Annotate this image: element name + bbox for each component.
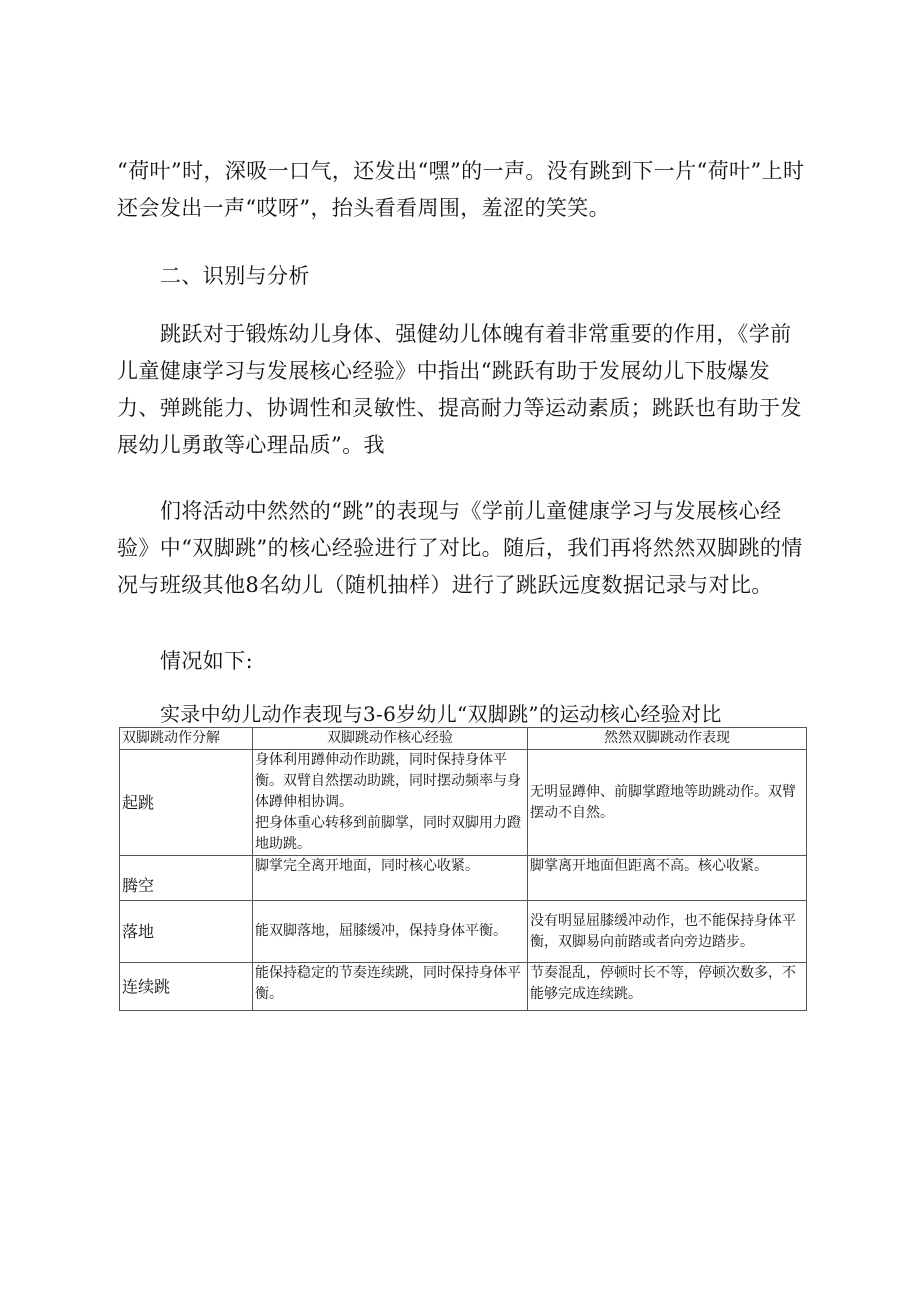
cell-action: 落地 [120, 901, 253, 963]
header-core-experience: 双脚跳动作核心经验 [253, 728, 528, 750]
cell-core-experience: 能双脚落地，屈膝缓冲，保持身体平衡。 [253, 901, 528, 963]
table-caption: 实录中幼儿动作表现与3-6岁幼儿“双脚跳”的运动核心经验对比 [160, 702, 722, 726]
table-row [120, 901, 807, 963]
cell-action: 起跳 [120, 750, 253, 856]
paragraph-observation-end: “荷叶”时，深吸一口气，还发出“嘿”的一声。没有跳到下一片“荷叶”上时还会发出一声“哎呀”，抬头看看周围，羞涩的笑笑。 [117, 159, 805, 220]
cell-action: 连续跳 [120, 963, 253, 1011]
cell-performance: 没有明显屈膝缓冲动作，也不能保持身体平衡，双脚易向前踏或者向旁边踏步。 [528, 901, 807, 963]
table-row [120, 856, 807, 901]
cell-core-experience: 能保持稳定的节奏连续跳，同时保持身体平衡。 [253, 963, 528, 1011]
cell-performance: 脚掌离开地面但距离不高。核心收紧。 [528, 856, 807, 901]
comparison-table [119, 727, 807, 1011]
paragraph-analysis: 跳跃对于锻炼幼儿身体、强健幼儿体魄有着非常重要的作用，《学前儿童健康学习与发展核心经验》中指出“跳跃有助于发展幼儿下肢爆发力、弹跳能力、协调性和灵敏性、提高耐力等运动素质；跳跃也有助于发展幼儿勇敢等心理品质”。我 [117, 322, 802, 457]
table-header-row [120, 728, 807, 750]
section-heading: 二、识别与分析 [160, 264, 310, 288]
cell-action: 腾空 [120, 856, 253, 901]
cell-core-experience: 脚掌完全离开地面，同时核心收紧。 [253, 856, 528, 901]
table-row [120, 750, 807, 856]
cell-performance: 节奏混乱，停顿时长不等，停顿次数多，不能够完成连续跳。 [528, 963, 807, 1011]
paragraph-comparison: 们将活动中然然的“跳”的表现与《学前儿童健康学习与发展核心经验》中“双脚跳”的核心经验进行了对比。随后，我们再将然然双脚跳的情况与班级其他8名幼儿（随机抽样）进行了跳跃远度数据记录与对比。 [117, 499, 803, 597]
paragraph-situation: 情况如下: [160, 649, 254, 673]
table-row [120, 963, 807, 1011]
header-action: 双脚跳动作分解 [120, 728, 253, 750]
cell-core-text-a: 身体利用蹲伸动作助跳，同时保持身体平衡。双臂自然摆动助跳，同时摆动频率与身体蹲伸相协调。 [255, 752, 521, 810]
header-performance: 然然双脚跳动作表现 [528, 728, 807, 750]
cell-core-text-b: 把身体重心转移到前脚掌，同时双脚用力蹬地助跳。 [255, 815, 521, 852]
cell-core-experience [253, 750, 528, 856]
cell-performance: 无明显蹲伸、前脚掌蹬地等助跳动作。双臂摆动不自然。 [528, 750, 807, 856]
